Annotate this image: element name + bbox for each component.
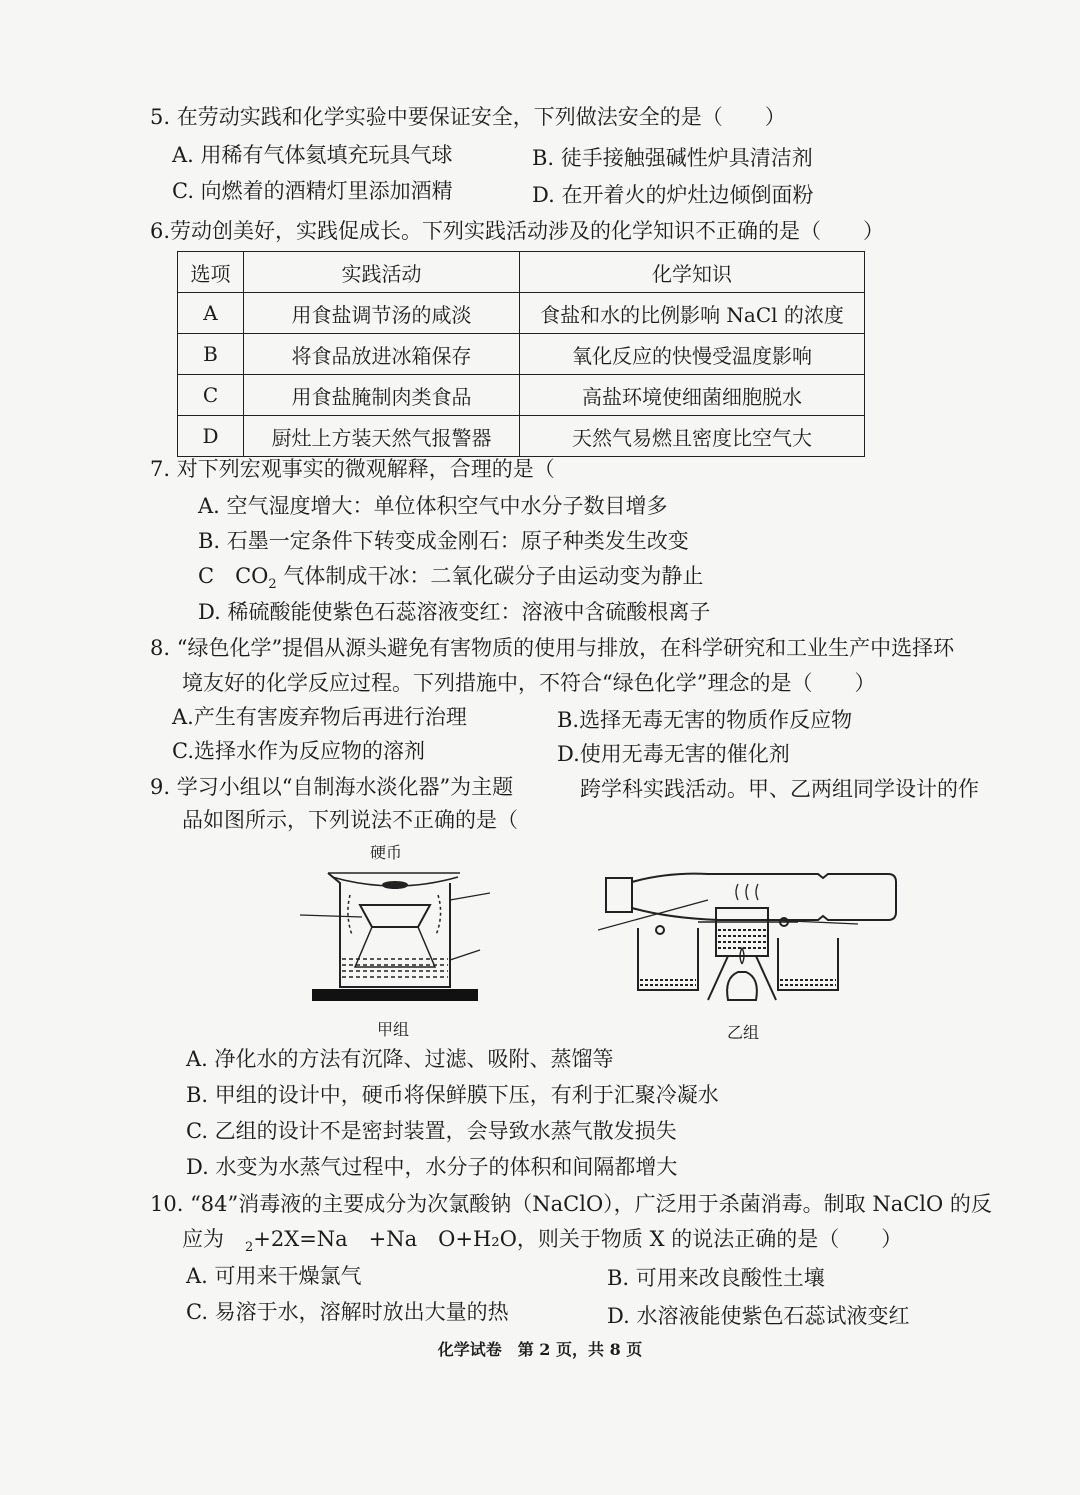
q5-option-c: C. 向燃着的酒精灯里添加酒精 [172, 179, 453, 203]
header-option: 选项 [178, 252, 244, 293]
q5-option-b: B. 徒手接触强碱性炉具清洁剂 [532, 146, 813, 170]
q6-stem: 6.劳动创美好，实践促成长。下列实践活动涉及的化学知识不正确的是（ ） [150, 219, 885, 243]
q7-stem: 7. 对下列宏观事实的微观解释，合理的是（ [150, 457, 555, 481]
page-footer: 化学试卷 第 2 页，共 8 页 [437, 1340, 643, 1359]
q9-stem-line1b: 跨学科实践活动。甲、乙两组同学设计的作 [580, 777, 979, 801]
group-a-label: 甲组 [377, 1020, 410, 1039]
q9-stem-line1a: 9. 学习小组以“自制海水淡化器”为主题 [150, 775, 514, 799]
table-row [178, 293, 865, 334]
coin-label: 硬币 [370, 843, 403, 862]
row-option: A [178, 293, 244, 334]
table-row [178, 416, 865, 457]
q5-stem: 5. 在劳动实践和化学实验中要保证安全，下列做法安全的是（ ） [150, 105, 786, 129]
row-option: B [178, 334, 244, 375]
q10-stem-line1: 10. “84”消毒液的主要成分为次氯酸钠（NaClO），广泛用于杀菌消毒。制取 NaClO 的反 [150, 1192, 992, 1216]
q7-option-a: A. 空气湿度增大：单位体积空气中水分子数目增多 [198, 494, 668, 518]
q8-option-b: B.选择无毒无害的物质作反应物 [557, 708, 853, 732]
q7-option-c: C $CO_2$ 气体制成干冰：二氧化碳分子由运动变为静止 [198, 564, 704, 593]
row-knowledge: 氧化反应的快慢受温度影响 [520, 334, 865, 375]
q8-option-c: C.选择水作为反应物的溶剂 [172, 739, 425, 763]
q10-option-d: D. 水溶液能使紫色石蕊试液变红 [607, 1304, 910, 1328]
row-knowledge: 高盐环境使细菌细胞脱水 [520, 375, 865, 416]
q9-option-d: D. 水变为水蒸气过程中，水分子的体积和间隔都增大 [186, 1155, 678, 1179]
table-row [178, 334, 865, 375]
row-activity: 将食品放进冰箱保存 [244, 334, 520, 375]
row-knowledge: 食盐和水的比例影响 NaCl 的浓度 [520, 293, 865, 334]
q9-option-b: B. 甲组的设计中，硬币将保鲜膜下压，有利于汇聚冷凝水 [186, 1083, 719, 1107]
desalinator-group-a-figure [300, 855, 490, 1015]
row-option: D [178, 416, 244, 457]
header-activity: 实践活动 [244, 252, 520, 293]
q10-option-a: A. 可用来干燥氯气 [186, 1264, 362, 1288]
desalinator-group-b-figure [598, 860, 898, 1020]
row-knowledge: 天然气易燃且密度比空气大 [520, 416, 865, 457]
q9-option-c: C. 乙组的设计不是密封装置，会导致水蒸气散发损失 [186, 1119, 677, 1143]
q7-option-b: B. 石墨一定条件下转变成金刚石：原子种类发生改变 [198, 529, 689, 553]
q8-stem-line1: 8. “绿色化学”提倡从源头避免有害物质的使用与排放，在科学研究和工业生产中选择环 [150, 636, 955, 660]
row-activity: 用食盐调节汤的咸淡 [244, 293, 520, 334]
q9-stem-line2: 品如图所示，下列说法不正确的是（ [182, 808, 518, 832]
q7-option-d: D. 稀硫酸能使紫色石蕊溶液变红：溶液中含硫酸根离子 [198, 600, 711, 624]
q6-table [177, 251, 865, 457]
q8-option-a: A.产生有害废弃物后再进行治理 [172, 705, 467, 729]
q9-option-a: A. 净化水的方法有沉降、过滤、吸附、蒸馏等 [186, 1047, 614, 1071]
q8-stem-line2: 境友好的化学反应过程。下列措施中，不符合“绿色化学”理念的是（ ） [182, 671, 876, 695]
row-activity: 厨灶上方装天然气报警器 [244, 416, 520, 457]
q8-option-d: D.使用无毒无害的催化剂 [557, 742, 790, 766]
row-option: C [178, 375, 244, 416]
row-activity: 用食盐腌制肉类食品 [244, 375, 520, 416]
table-header-row [178, 252, 865, 293]
q5-option-d: D. 在开着火的炉灶边倾倒面粉 [532, 183, 814, 207]
q10-stem-line2: 应为 $_2$+2X=Na +Na O+H₂O，则关于物质 X 的说法正确的是（ ） [182, 1227, 903, 1256]
table-row [178, 375, 865, 416]
header-knowledge: 化学知识 [520, 252, 865, 293]
q10-option-c: C. 易溶于水，溶解时放出大量的热 [186, 1300, 509, 1324]
group-b-label: 乙组 [727, 1023, 760, 1042]
q10-option-b: B. 可用来改良酸性土壤 [607, 1266, 825, 1290]
q5-option-a: A. 用稀有气体氦填充玩具气球 [172, 143, 453, 167]
